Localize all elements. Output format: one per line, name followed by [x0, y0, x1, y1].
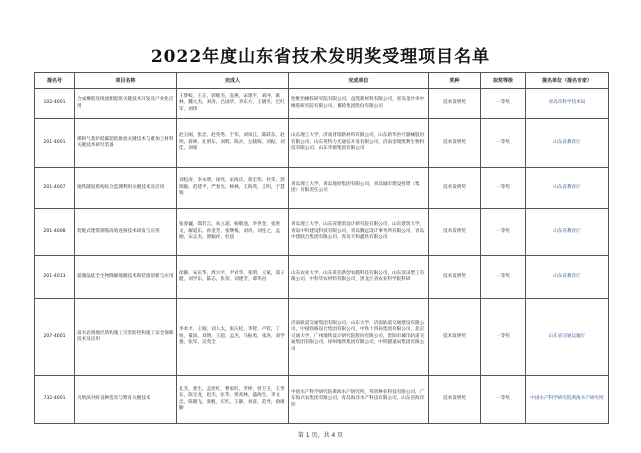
cell-project-name: 装配式建筑钢筋高效连接技术研发与应用	[75, 209, 177, 256]
cell-people: 张春巍，邵若言，朱立超，杨敬池，李世金，张进文，解道东，孙金芳，张继梅，刘涛，刘连之，孟刚，宋志杰，郭颖祥，杜超	[177, 209, 289, 256]
cell-level: 一等奖	[481, 299, 526, 376]
cell-id: 201-4001	[35, 119, 75, 168]
table-row	[35, 89, 609, 119]
page-footer: 第 1 页，共 4 页	[297, 432, 344, 439]
cell-level: 一等奖	[481, 89, 526, 119]
cell-people: 王梦蛟，王正，郭维杰，袁惠，宋建平，刘冲，耿林，魏元杰，刘涛，吕国华，李东方，王晓冬，巴红军，刘伟	[177, 89, 289, 119]
cell-level: 一等奖	[481, 119, 526, 168]
table-header-row	[35, 73, 609, 89]
table-row	[35, 299, 609, 376]
cell-units: 青岛理工大学，青岛地铁集团有限公司，青岛城市建设投资（集团）有限责任公司	[289, 168, 429, 209]
cell-id: 732-4001	[35, 376, 75, 424]
cell-id: 201-4013	[35, 256, 75, 299]
cell-people: 李术才，王刚，刘人太，张庆松，李智，卢钦，丁恒，董雨，刘明，王超，孟杰，马振勇，张涛，刘学强，张军，吴英全	[177, 299, 289, 376]
header-id: 提名号	[35, 73, 75, 89]
cell-nominator: 中国水产科学研究院黄海水产研究所	[526, 376, 609, 424]
cell-nominator: 山东省教育厅	[526, 256, 609, 299]
cell-award: 技术发明奖	[429, 168, 481, 209]
cell-level: 一等奖	[481, 256, 526, 299]
table-row	[35, 168, 609, 209]
cell-units: 山东农业大学，山东莱芜新型农膜科技有限公司，山东清田塑工有限公司，中科华农材料有限公司，黑龙江省农业科学院科研	[289, 256, 429, 299]
header-people: 完成人	[177, 73, 289, 89]
cell-award: 技术发明奖	[429, 89, 481, 119]
cell-nominator: 山东省交通运输厅	[526, 299, 609, 376]
projects-table	[34, 72, 609, 424]
cell-project-name: 超薄晶硅全生物降解地膜技术和装备创新与应用	[75, 256, 177, 299]
cell-units: 青岛理工大学，山东省建筑设计研究院有限公司，山东建筑大学，青岛中科建设科技有限公司，青岛腾远设计事务所有限公司，青岛中建联合集团有限公司，青岛天和鑫铁有限公司	[289, 209, 429, 256]
cell-id: 201-4008	[35, 209, 75, 256]
cell-project-name: 凡纳滨对虾良种选育与繁育关键技术	[75, 376, 177, 424]
table-row	[35, 256, 609, 299]
cell-level: 一等奖	[481, 168, 526, 209]
cell-project-name: 富水岩溶地层盾构施工灾害防控和施工安全保障技术及应用	[75, 299, 177, 376]
cell-people: 赵玉刚，张忠，赵英秀，于伟，刘凤江，陈跃东，赵明，蒋林，孔明东，刘辉，陈兵，左晓晖，刘振，刘佳，刘蒙	[177, 119, 289, 168]
cell-nominator: 山东省教育厅	[526, 209, 609, 256]
header-award: 奖种	[429, 73, 481, 89]
cell-id: 201-4007	[35, 168, 75, 209]
cell-award: 技术发明奖	[429, 119, 481, 168]
cell-people: 徐静，宋庆华，周兴平，尹君华，张明，王斌，郑子健，刘学东，陈志，仇荣，刘建芳，谭华昌	[177, 256, 289, 299]
cell-people: 刘松涛，李永明，徐亮，宋海庆，蒋宏伟，杜荣，郭瑞敏，范建平，严春光，杨林，王海英，王明，于慧娟	[177, 168, 289, 209]
cell-nominator: 青岛市科学技术局	[526, 89, 609, 119]
header-units: 完成单位	[289, 73, 429, 89]
cell-nominator: 山东省教育厅	[526, 119, 609, 168]
cell-level: 一等奖	[481, 376, 526, 424]
cell-award: 技术发明奖	[429, 376, 481, 424]
cell-project-name: 煤粉气基炉低碳超低排放关键技术与难加工材料关键技术研究装备	[75, 119, 177, 168]
cell-id: 102-4001	[35, 89, 75, 119]
cell-award: 技术发明奖	[429, 299, 481, 376]
table-row	[35, 209, 609, 256]
cell-units: 中国水产科学研究院黄海水产研究所，邦普种业科技有限公司，广东海兴农集团有限公司，青岛海洋水产科技有限公司，山东省海洋所	[289, 376, 429, 424]
page-title: 2022年度山东省技术发明奖受理项目名单	[150, 47, 491, 67]
header-project-name: 项目名称	[75, 73, 177, 89]
cell-nominator: 山东省教育厅	[526, 168, 609, 209]
cell-project-name: 合成橡胶连续流相混炼关键技术开发及产业化应用	[75, 89, 177, 119]
cell-project-name: 地铁隧道盾构综合监测利用关键技术及应用	[75, 168, 177, 209]
cell-award: 技术发明奖	[429, 209, 481, 256]
table-row	[35, 376, 609, 424]
cell-units: 济南轨道交通集团有限公司，山东大学，济南轨道交通建设有限公司，中国铁路设计集团有限公司，中铁十四局集团有限公司，北京交通大学，广州地铁设计研究院股份有限公司，贵阳市城市轨道交通集团有限公司，徐州地铁集团有限公司，中铁隧道局集团有限公司	[289, 299, 429, 376]
table-row	[35, 119, 609, 168]
cell-level: 一等奖	[481, 209, 526, 256]
cell-people: 孔杰，栾生，孟宪红，曹家旺，罗坤，曾卫卫，王世东，陈宝龙，赵杰，匡华，贾高林，盛海生，李文忠，陈晓飞，张帆，庄红，王静，刘彦，范寿，俞康勤	[177, 376, 289, 424]
cell-award: 技术发明奖	[429, 256, 481, 299]
header-nominator: 提名单位（提名专家）	[526, 73, 609, 89]
cell-units: 山东理工大学，济南普瑞新材料有限公司，山东新华医疗器械股份有限公司，山东英特力光通信开发有限公司，济南金瑞凯利生物科技有限公司，山东华源集团有限公司	[289, 119, 429, 168]
cell-units: 怡维怡橡胶研究院有限公司，益凯新材料有限公司，青岛金沙米中橡胶研究院有限公司，赛轮集团股份有限公司	[289, 89, 429, 119]
cell-id: 207-4001	[35, 299, 75, 376]
header-level: 拟奖等级	[481, 73, 526, 89]
